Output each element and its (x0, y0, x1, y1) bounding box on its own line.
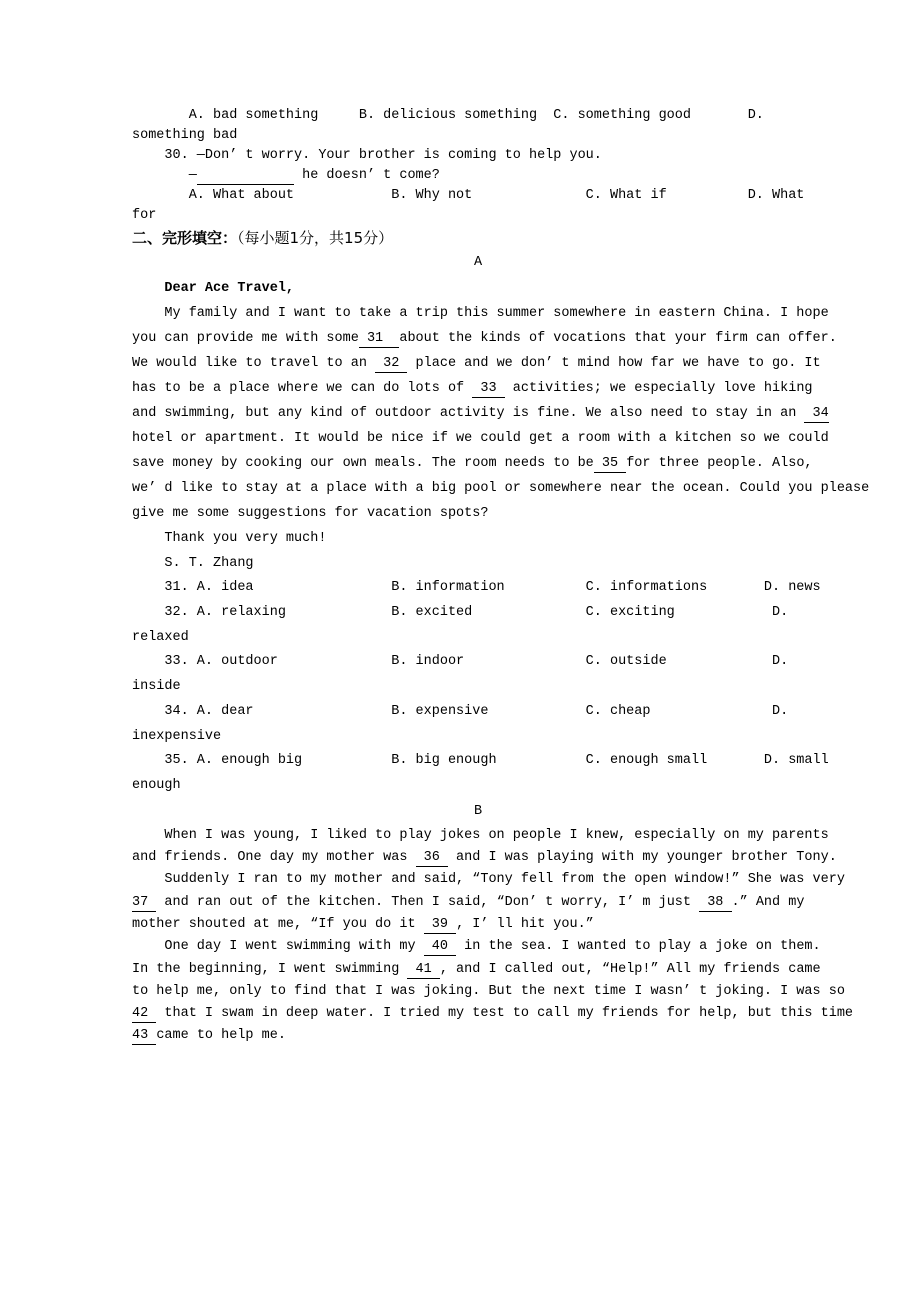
q33-options-line: 33. A. outdoor B. indoor C. outside D. (132, 654, 789, 670)
letter-line: hotel or apartment. It would be nice if we could get a room with a kitchen so we could (132, 431, 829, 446)
cloze-passage-b (132, 825, 854, 1048)
q32-option-d-wrap-line: relaxed (132, 629, 189, 645)
passage-b-line: When I was young, I liked to play jokes on people I knew, especially on my parents (132, 827, 829, 843)
letter-signature: S. T. Zhang (132, 556, 254, 571)
q29-options-line: A. bad something B. delicious something C. something good D. (132, 108, 764, 123)
exam-content (132, 106, 870, 1048)
q32-options-line: 32. A. relaxing B. excited C. exciting D. (132, 604, 789, 620)
questions-29-30-block (132, 106, 824, 226)
q34-option-d-wrap-line: inexpensive (132, 728, 222, 744)
section-2-title: 二、完形填空： (132, 229, 238, 247)
letter-line: has to be a place where we can do lots of 33 activities; we especially love hiking (132, 381, 813, 396)
cloze-passage-a (132, 276, 870, 576)
q30-answer-blank-line: — he doesn’ t come? (132, 168, 440, 183)
q30-options-line: A. What about B. Why not C. What if D. What (132, 188, 805, 203)
letter-line: We would like to travel to an 32 place and we don’ t mind how far we have to go. It (132, 356, 821, 371)
passage-b-line: 37 and ran out of the kitchen. Then I said, “Don’ t worry, I’ m just 38 .” And my (132, 894, 805, 910)
part-a-marker: A (473, 255, 483, 270)
letter-closing: Thank you very much! (132, 531, 327, 546)
letter-line: you can provide me with some 31 about the kinds of vocations that your firm can offer. (132, 331, 837, 346)
passage-b-line: 42 that I swam in deep water. I tried my test to call my friends for help, but this time (132, 1006, 854, 1022)
q30-option-d-wrap-line: for (132, 208, 157, 223)
passage-b-line: and friends. One day my mother was 36 and I was playing with my younger brother Tony. (132, 850, 837, 866)
passage-b-line: In the beginning, I went swimming 41 , and I called out, “Help!” All my friends came (132, 961, 821, 977)
q31-options-line: 31. A. idea B. information C. informations D. news (132, 580, 821, 595)
passage-b-line: Suddenly I ran to my mother and said, “Tony fell from the open window!” She was very (132, 872, 845, 888)
passage-b-line: 43 came to help me. (132, 1028, 286, 1044)
letter-line: My family and I want to take a trip this summer somewhere in eastern China. I hope (132, 306, 829, 321)
q35-options-line: 35. A. enough big B. big enough C. enough small D. small (132, 753, 829, 769)
letter-line: and swimming, but any kind of outdoor activity is fine. We also need to stay in an 34 (132, 406, 829, 421)
q35-option-d-wrap-line: enough (132, 778, 181, 793)
q34-options-line: 34. A. dear B. expensive C. cheap D. (132, 703, 789, 719)
part-b-marker: B (473, 803, 483, 819)
q29-option-d-wrap-line: something bad (132, 128, 238, 143)
questions-31-35-block (132, 576, 829, 799)
letter-line: save money by cooking our own meals. The room needs to be 35 for three people. Also, (132, 456, 813, 471)
passage-b-line: to help me, only to find that I was joking. But the next time I wasn’ t joking. I was so (132, 983, 845, 999)
passage-b-line: mother shouted at me, “If you do it 39 , I’ ll hit you.” (132, 916, 594, 932)
section-2-header (132, 226, 824, 250)
letter-salutation: Dear Ace Travel, (132, 281, 295, 296)
passage-b-line: One day I went swimming with my 40 in the sea. I wanted to play a joke on them. (132, 939, 821, 955)
q30-question-line: 30. —Don’ t worry. Your brother is coming to help you. (132, 148, 602, 163)
letter-line: give me some suggestions for vacation spots? (132, 506, 489, 521)
q33-option-d-wrap-line: inside (132, 679, 181, 694)
letter-line: we’ d like to stay at a place with a big pool or somewhere near the ocean. Could you please (132, 481, 870, 496)
section-2-score-note: （每小题1分，共15分） (237, 229, 394, 247)
